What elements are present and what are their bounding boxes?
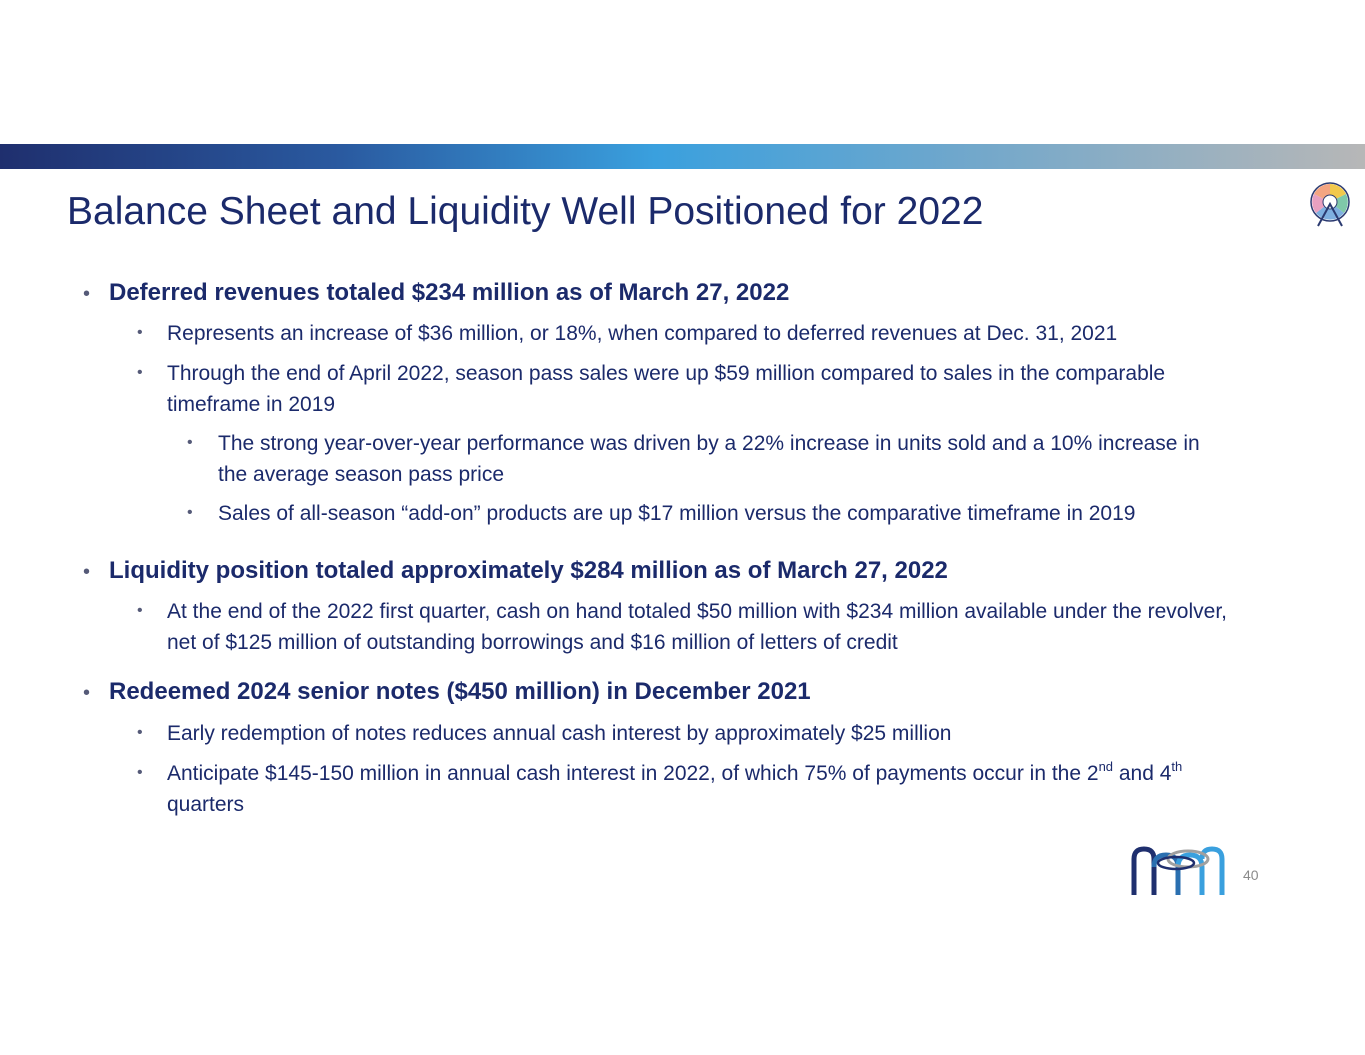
bullet-icon: •	[137, 602, 143, 619]
bullet-icon: •	[187, 434, 193, 451]
section-heading-senior-notes: Redeemed 2024 senior notes ($450 million) in December 2021	[109, 678, 811, 705]
list-item-text: and 4	[1113, 762, 1172, 785]
list-item: Represents an increase of $36 million, or 18%, when compared to deferred revenues at Dec. 31, 2021	[167, 322, 1118, 345]
section-heading-deferred-revenues: Deferred revenues totaled $234 million as of March 27, 2022	[109, 279, 790, 306]
list-item: At the end of the 2022 first quarter, cash on hand totaled $50 million with $234 million available under the revolver, net of $125 million of outstanding borrowings and $16 million of letters of credit	[167, 600, 1227, 654]
superscript: nd	[1098, 759, 1114, 774]
section-heading-liquidity: Liquidity position totaled approximately $284 million as of March 27, 2022	[109, 557, 948, 584]
header-gradient-bar	[0, 144, 1365, 169]
ferris-wheel-logo-icon	[1306, 180, 1356, 230]
list-item: Through the end of April 2022, season pass sales were up $59 million compared to sales in the comparable timeframe in 2019	[167, 362, 1166, 416]
list-item: Sales of all-season “add-on” products are up $17 million versus the comparative timeframe in 2019	[218, 502, 1136, 525]
slide-title: Balance Sheet and Liquidity Well Positioned for 2022	[67, 190, 984, 233]
bullet-icon: •	[137, 724, 143, 741]
list-item: The strong year-over-year performance was driven by a 22% increase in units sold and a 10% increase in the average season pass price	[218, 432, 1200, 486]
list-item-text: Anticipate $145-150 million in annual cash interest in 2022, of which 75% of payments occur in the 2	[167, 762, 1099, 785]
bullet-icon: •	[137, 324, 143, 341]
bullet-icon: •	[83, 682, 91, 704]
bullet-icon: •	[83, 561, 91, 583]
bullet-icon: •	[137, 764, 143, 781]
superscript: th	[1171, 759, 1183, 774]
list-item-text: quarters	[167, 793, 245, 816]
list-item: Early redemption of notes reduces annual cash interest by approximately $25 million	[167, 722, 952, 745]
page-number: 40	[1243, 867, 1259, 883]
bullet-icon: •	[83, 283, 91, 305]
bullet-icon: •	[187, 504, 193, 521]
list-item	[167, 758, 1242, 820]
bullet-icon: •	[137, 364, 143, 381]
corporate-logo-icon	[1130, 845, 1225, 897]
